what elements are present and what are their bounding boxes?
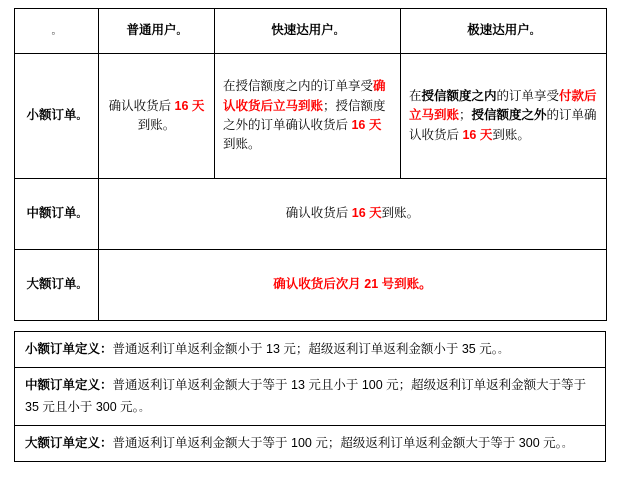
text-run: 确认收货后: [108, 98, 175, 113]
text-run: 的订单享受: [496, 88, 560, 103]
row-label-medium-order-text: 中额订单: [26, 206, 77, 221]
segments-2-m: [273, 277, 431, 291]
text-run: 授信额度之内: [421, 88, 497, 103]
text-run: 到账。: [492, 127, 530, 142]
table-row: [15, 250, 607, 321]
mark-5: 。: [76, 209, 87, 221]
definition-text-medium: 普通返利订单返利金额大于等于 13 元且小于 100 元；超级返利订单返利金额大于等于 35 元且小于 300 元。: [25, 378, 587, 414]
cell-small-normal: [99, 54, 215, 179]
header-label-normal-user: 普通用户: [126, 23, 177, 38]
row-label-large-order: [15, 250, 99, 321]
header-cell-express-user: [401, 9, 607, 54]
text-run: 确认收货后立马到账: [223, 79, 386, 113]
segments-0-2: [409, 89, 597, 142]
segments-0-1: [223, 79, 386, 151]
corner-mark: 。: [51, 26, 62, 38]
row-label-small-order-text: 小额订单: [26, 108, 77, 123]
table-header-row: [15, 9, 607, 54]
header-cell-normal-user: [99, 9, 215, 54]
text-run: 在授信额度之内的订单享受: [223, 79, 374, 94]
definition-cell-small: [15, 332, 606, 368]
mark-2: 。: [333, 26, 344, 38]
text-run: 到账。: [137, 118, 176, 132]
text-run: 确认收货后: [285, 206, 352, 221]
header-label-express-user: 极速达用户: [467, 23, 530, 38]
text-run: 确认收货后次月: [273, 277, 365, 292]
text-run: 到账。: [394, 277, 432, 292]
mark-1: 。: [176, 26, 187, 38]
definition-text-large: 普通返利订单返利金额大于等于 100 元；超级返利订单返利金额大于等于 300 元。: [112, 435, 562, 450]
cell-small-express: [401, 54, 607, 179]
mark-4: 。: [76, 111, 87, 123]
text-run: 16 天: [174, 98, 205, 113]
cell-small-fast: [215, 54, 401, 179]
header-label-fast-user: 快速达用户: [271, 23, 334, 38]
cell-medium-all: [99, 179, 607, 250]
mark-7: 。: [497, 345, 508, 356]
text-run: 付款后立马到账: [409, 88, 597, 123]
definition-cell-large: [15, 425, 606, 461]
mark-6: 。: [76, 280, 87, 292]
table-row: [15, 54, 607, 179]
table-row: [15, 179, 607, 250]
definition-text-small: 普通返利订单返利金额小于 13 元；超级返利订单返利金额小于 35 元。: [112, 342, 498, 356]
text-run: ；: [459, 108, 472, 123]
definition-label-large: 大额订单定义：: [25, 435, 113, 450]
header-cell-blank: [15, 9, 99, 54]
definition-row-small: [15, 332, 606, 368]
definition-row-large: [15, 425, 606, 461]
payout-matrix-table: [14, 8, 607, 321]
text-run: 授信额度之外: [471, 108, 547, 123]
mark-3: 。: [529, 26, 540, 38]
header-cell-fast-user: [215, 9, 401, 54]
mark-8: 。: [138, 402, 149, 414]
definitions-table: [14, 331, 606, 462]
definition-label-medium: 中额订单定义：: [25, 378, 113, 393]
text-run: 的订单确认收货后: [409, 108, 597, 142]
definition-cell-medium: [15, 368, 606, 426]
row-label-large-order-text: 大额订单: [26, 277, 77, 292]
text-run: 16 天: [351, 206, 382, 221]
text-run: ；授信额度之外的订单确认收货后: [223, 98, 386, 132]
segments-1-m: [286, 206, 419, 220]
mark-9: 。: [561, 438, 572, 450]
text-run: 16 天: [462, 127, 493, 142]
text-run: 到账。: [381, 206, 420, 221]
text-run: 16 天: [351, 118, 382, 132]
text-run: 到账。: [223, 137, 261, 152]
definition-row-medium: [15, 368, 606, 426]
row-label-small-order: [15, 54, 99, 179]
row-label-medium-order: [15, 179, 99, 250]
text-run: 在: [409, 88, 422, 103]
text-run: 21 号: [364, 277, 395, 292]
cell-large-all: [99, 250, 607, 321]
segments-0-0: [109, 99, 205, 132]
definition-label-small: 小额订单定义：: [25, 342, 113, 356]
